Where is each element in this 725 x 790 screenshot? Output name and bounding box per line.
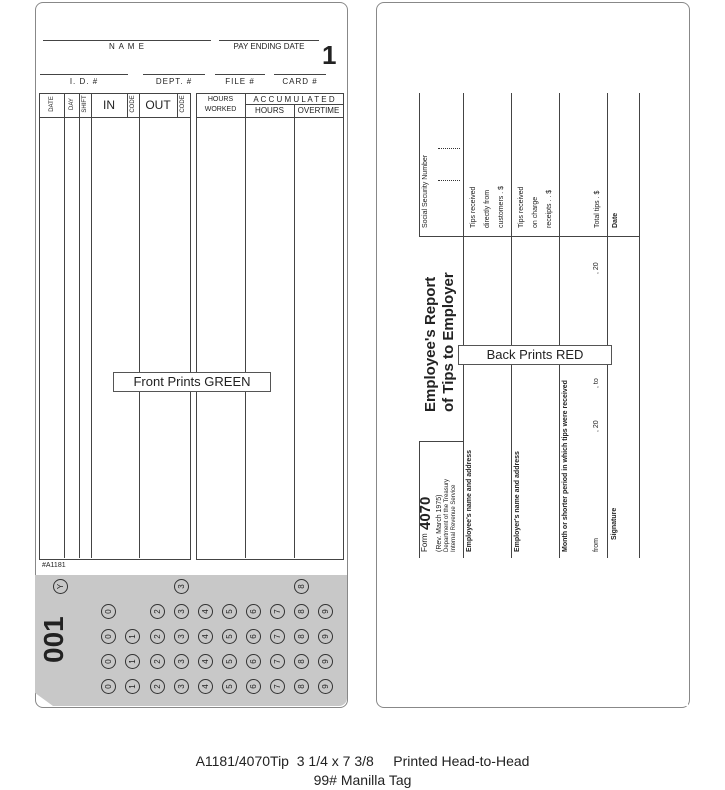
bubble-r4-0[interactable]: 0 [101, 679, 116, 694]
stub-number: 001 [38, 616, 69, 663]
bubble-r3-2[interactable]: 2 [150, 654, 165, 669]
employee-name-label: Employee's name and address [466, 449, 473, 552]
back-print-note: Back Prints RED [458, 345, 612, 365]
nineteen-2: , 20 [593, 262, 600, 274]
bubble-r4-1[interactable]: 1 [125, 679, 140, 694]
employer-name-label: Employer's name and address [514, 451, 521, 552]
bubble-r4-2[interactable]: 2 [150, 679, 165, 694]
bubble-r1-5[interactable]: 5 [222, 604, 237, 619]
bubble-r1-4[interactable]: 4 [198, 604, 213, 619]
id-label: I. D. # [69, 77, 99, 86]
time-grid [39, 93, 191, 560]
time-grid-header-rule [39, 117, 190, 118]
bubble-r3-3[interactable]: 3 [174, 654, 189, 669]
bubble-r1-3[interactable]: 3 [174, 604, 189, 619]
bubble-r1-2[interactable]: 2 [150, 604, 165, 619]
bubble-r3-7[interactable]: 7 [270, 654, 285, 669]
hours-worked-bottom: WORKED [204, 106, 237, 113]
bubble-r3-9[interactable]: 9 [318, 654, 333, 669]
tips-charge-1: Tips received [518, 186, 525, 228]
caption-line-1: A1181/4070Tip 3 1/4 x 7 3/8 Printed Head-to-Head [195, 753, 530, 769]
tips-direct-2: directly from [484, 189, 491, 228]
card-label: CARD # [282, 77, 318, 86]
bubble-r2-2[interactable]: 2 [150, 629, 165, 644]
card-number: 1 [322, 40, 337, 70]
ssn-dots-2 [438, 180, 460, 181]
file-rule [215, 74, 265, 75]
col-date: DATE [49, 96, 55, 112]
bubble-r2-3[interactable]: 3 [174, 629, 189, 644]
bubble-r3-8[interactable]: 8 [294, 654, 309, 669]
tips-direct-1: Tips received [470, 186, 477, 228]
bubble-r1-9[interactable]: 9 [318, 604, 333, 619]
bubble-r1-8[interactable]: 8 [294, 604, 309, 619]
name-rule [43, 40, 211, 41]
form-title-1: Employee's Report [422, 276, 439, 412]
total-tips-label: Total tips . $ [594, 190, 601, 228]
col-code-1: CODE [130, 95, 136, 113]
card-rule [274, 74, 326, 75]
bubble-r2-4[interactable]: 4 [198, 629, 213, 644]
acc-overtime: OVERTIME [297, 106, 340, 115]
hours-worked-top: HOURS [207, 96, 234, 103]
caption-line-2: 99# Manilla Tag [313, 772, 412, 788]
signature-label: Signature [611, 507, 618, 540]
month-label: Month or shorter period in which tips were received [562, 380, 569, 552]
bubble-r4-6[interactable]: 6 [246, 679, 261, 694]
bubble-r4-9[interactable]: 9 [318, 679, 333, 694]
bubble-top-y[interactable]: Y [53, 579, 68, 594]
tips-charge-2: on charge [532, 196, 539, 228]
tips-charge-3: receipts . . $ [546, 189, 553, 228]
bubble-r3-1[interactable]: 1 [125, 654, 140, 669]
pay-ending-label: PAY ENDING DATE [233, 42, 305, 51]
acc-hours: HOURS [255, 106, 284, 115]
bubble-r4-4[interactable]: 4 [198, 679, 213, 694]
bubble-r2-9[interactable]: 9 [318, 629, 333, 644]
form-rev: (Rev. March 1975) [436, 494, 443, 552]
pay-ending-rule [219, 40, 319, 41]
form-id: #A1181 [42, 562, 66, 569]
bubble-top-8[interactable]: 8 [294, 579, 309, 594]
bubble-r2-1[interactable]: 1 [125, 629, 140, 644]
col-out: OUT [145, 98, 171, 112]
bubble-r1-6[interactable]: 6 [246, 604, 261, 619]
form-word: Form [420, 533, 429, 552]
bubble-r2-6[interactable]: 6 [246, 629, 261, 644]
bubble-r3-5[interactable]: 5 [222, 654, 237, 669]
file-label: FILE # [225, 77, 255, 86]
bubble-r1-7[interactable]: 7 [270, 604, 285, 619]
front-print-note: Front Prints GREEN [113, 372, 271, 392]
bubble-r2-8[interactable]: 8 [294, 629, 309, 644]
col-day: DAY [69, 98, 75, 110]
to-label: , to [593, 378, 600, 388]
bubble-r2-7[interactable]: 7 [270, 629, 285, 644]
id-rule [40, 74, 128, 75]
dept-rule [143, 74, 205, 75]
form-title-2: of Tips to Employer [440, 272, 457, 412]
col-in: IN [103, 98, 115, 112]
bubble-r3-4[interactable]: 4 [198, 654, 213, 669]
bubble-r2-0[interactable]: 0 [101, 629, 116, 644]
dept-label: DEPT. # [155, 77, 193, 86]
bubble-r2-5[interactable]: 5 [222, 629, 237, 644]
ssn-dots-1 [438, 148, 460, 149]
form-dept2: Internal Revenue Service [451, 484, 457, 552]
nineteen-1: , 20 [593, 420, 600, 432]
bubble-r4-8[interactable]: 8 [294, 679, 309, 694]
ssn-label: Social Security Number [422, 154, 429, 228]
from-label: from [593, 538, 600, 552]
back-card-corner [672, 672, 688, 706]
accumulated-label: A C C U M U L A T E D [253, 95, 335, 104]
bubble-r3-0[interactable]: 0 [101, 654, 116, 669]
hours-grid [196, 93, 344, 560]
tips-direct-3: customers . $ [498, 185, 505, 228]
name-label: N A M E [109, 42, 145, 51]
bubble-r4-7[interactable]: 7 [270, 679, 285, 694]
form-number: 4070 [417, 496, 434, 530]
form-dept1: Department of the Treasury [444, 478, 450, 552]
date-label: Date [612, 212, 619, 228]
col-code-2: CODE [180, 95, 186, 113]
bubble-r3-6[interactable]: 6 [246, 654, 261, 669]
bubble-top-3[interactable]: 3 [174, 579, 189, 594]
col-shift: SHIFT [82, 95, 88, 113]
bubble-r4-5[interactable]: 5 [222, 679, 237, 694]
bubble-r1-0[interactable]: 0 [101, 604, 116, 619]
bubble-r4-3[interactable]: 3 [174, 679, 189, 694]
